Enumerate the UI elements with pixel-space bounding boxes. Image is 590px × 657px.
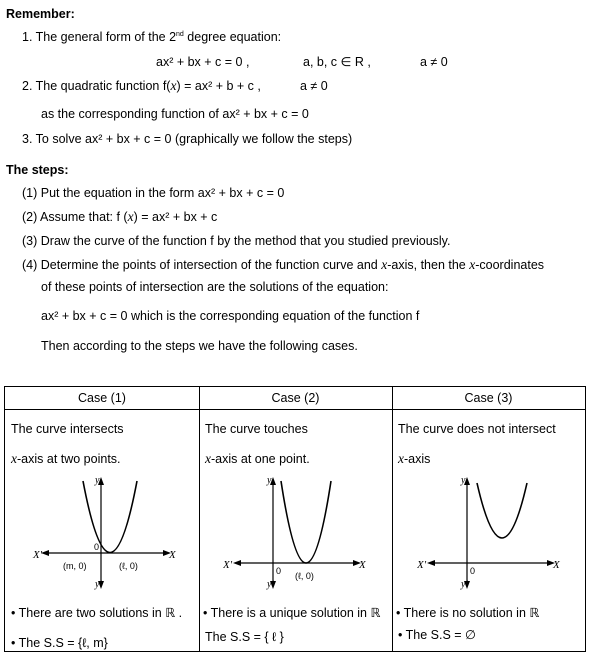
x-prime-label: X'	[223, 559, 233, 571]
case-3-graph	[417, 471, 567, 591]
case-1-line1: The curve intersects	[11, 422, 124, 436]
case-3-bullet2: • The S.S = ∅	[398, 628, 476, 642]
x-prime-label: X'	[417, 559, 427, 571]
general-equation: ax² + bx + c = 0 ,	[156, 55, 250, 69]
root-l-label: (ℓ, 0)	[119, 561, 138, 571]
case-2-line2: x-axis at one point.	[205, 451, 310, 466]
parabola-curve	[83, 481, 137, 553]
remember-item-1: 1. The general form of the 2nd degree equation:	[22, 30, 282, 44]
column-divider	[392, 387, 393, 651]
case-2-graph	[223, 471, 373, 591]
x-prime-label: X'	[33, 549, 43, 561]
case-2-bullet2: The S.S = { ℓ }	[205, 630, 284, 644]
y-prime-label: y'	[95, 579, 102, 590]
origin-label: 0	[470, 566, 476, 576]
case-1-line2: x-axis at two points.	[11, 451, 121, 466]
x-axis-arrow-left-icon	[427, 560, 435, 566]
item-2-condition: a ≠ 0	[300, 79, 328, 93]
case-2-header: Case (2)	[271, 391, 320, 405]
column-divider	[199, 387, 200, 651]
root-m-label: (m, 0)	[63, 561, 87, 571]
case-3-bullet1: • There is no solution in ℝ	[396, 606, 540, 620]
y-label: y	[267, 475, 272, 486]
root-l-label: (ℓ, 0)	[295, 571, 314, 581]
parabola-curve	[477, 483, 527, 538]
y-prime-label: y'	[267, 579, 274, 590]
origin-label: 0	[276, 566, 282, 576]
remember-item-2-line2: as the corresponding function of ax² + bx + c = 0	[41, 107, 309, 121]
x-label: X	[359, 559, 366, 571]
x-axis-arrow-left-icon	[233, 560, 241, 566]
step-3: (3) Draw the curve of the function f by the method that you studied previously.	[22, 234, 451, 248]
steps-heading: The steps:	[6, 163, 69, 177]
remember-heading: Remember:	[6, 7, 75, 21]
coefficient-condition: a, b, c ∈ R ,	[303, 55, 371, 69]
remember-item-3: 3. To solve ax² + bx + c = 0 (graphically we follow the steps)	[22, 132, 353, 146]
y-label: y	[461, 475, 466, 486]
case-1-bullet1: • There are two solutions in ℝ .	[11, 606, 183, 620]
case-3-line2: x-axis	[398, 451, 431, 466]
a-nonzero-condition: a ≠ 0	[420, 55, 448, 69]
case-1-header: Case (1)	[78, 391, 126, 405]
cases-table	[4, 386, 586, 652]
y-label: y	[95, 475, 100, 486]
step-4: (4) Determine the points of intersection of the function curve and x-axis, then the x-coordinates	[22, 257, 545, 272]
case-1-bullet2: • The S.S = {ℓ, m}	[11, 636, 108, 650]
case-1-graph	[31, 471, 181, 591]
origin-label: 0	[94, 542, 100, 552]
case-2-line1: The curve touches	[205, 422, 308, 436]
then-line: Then according to the steps we have the following cases.	[41, 339, 358, 353]
x-label: X	[553, 559, 560, 571]
step-1: (1) Put the equation in the form ax² + bx + c = 0	[22, 186, 285, 200]
remember-item-2: 2. The quadratic function f(x) = ax² + b + c ,	[22, 78, 261, 93]
parabola-curve	[281, 481, 331, 563]
case-3-header: Case (3)	[464, 391, 513, 405]
y-prime-label: y'	[461, 579, 468, 590]
header-divider	[5, 409, 585, 410]
step-4-equation: ax² + bx + c = 0 which is the corresponding equation of the function f	[41, 309, 420, 323]
case-3-line1: The curve does not intersect	[398, 422, 556, 436]
step-2: (2) Assume that: f (x) = ax² + bx + c	[22, 209, 218, 224]
x-axis-arrow-left-icon	[41, 550, 49, 556]
case-2-bullet1: • There is a unique solution in ℝ	[203, 606, 381, 620]
step-4-line2: of these points of intersection are the solutions of the equation:	[41, 280, 389, 294]
x-label: X	[169, 549, 176, 561]
